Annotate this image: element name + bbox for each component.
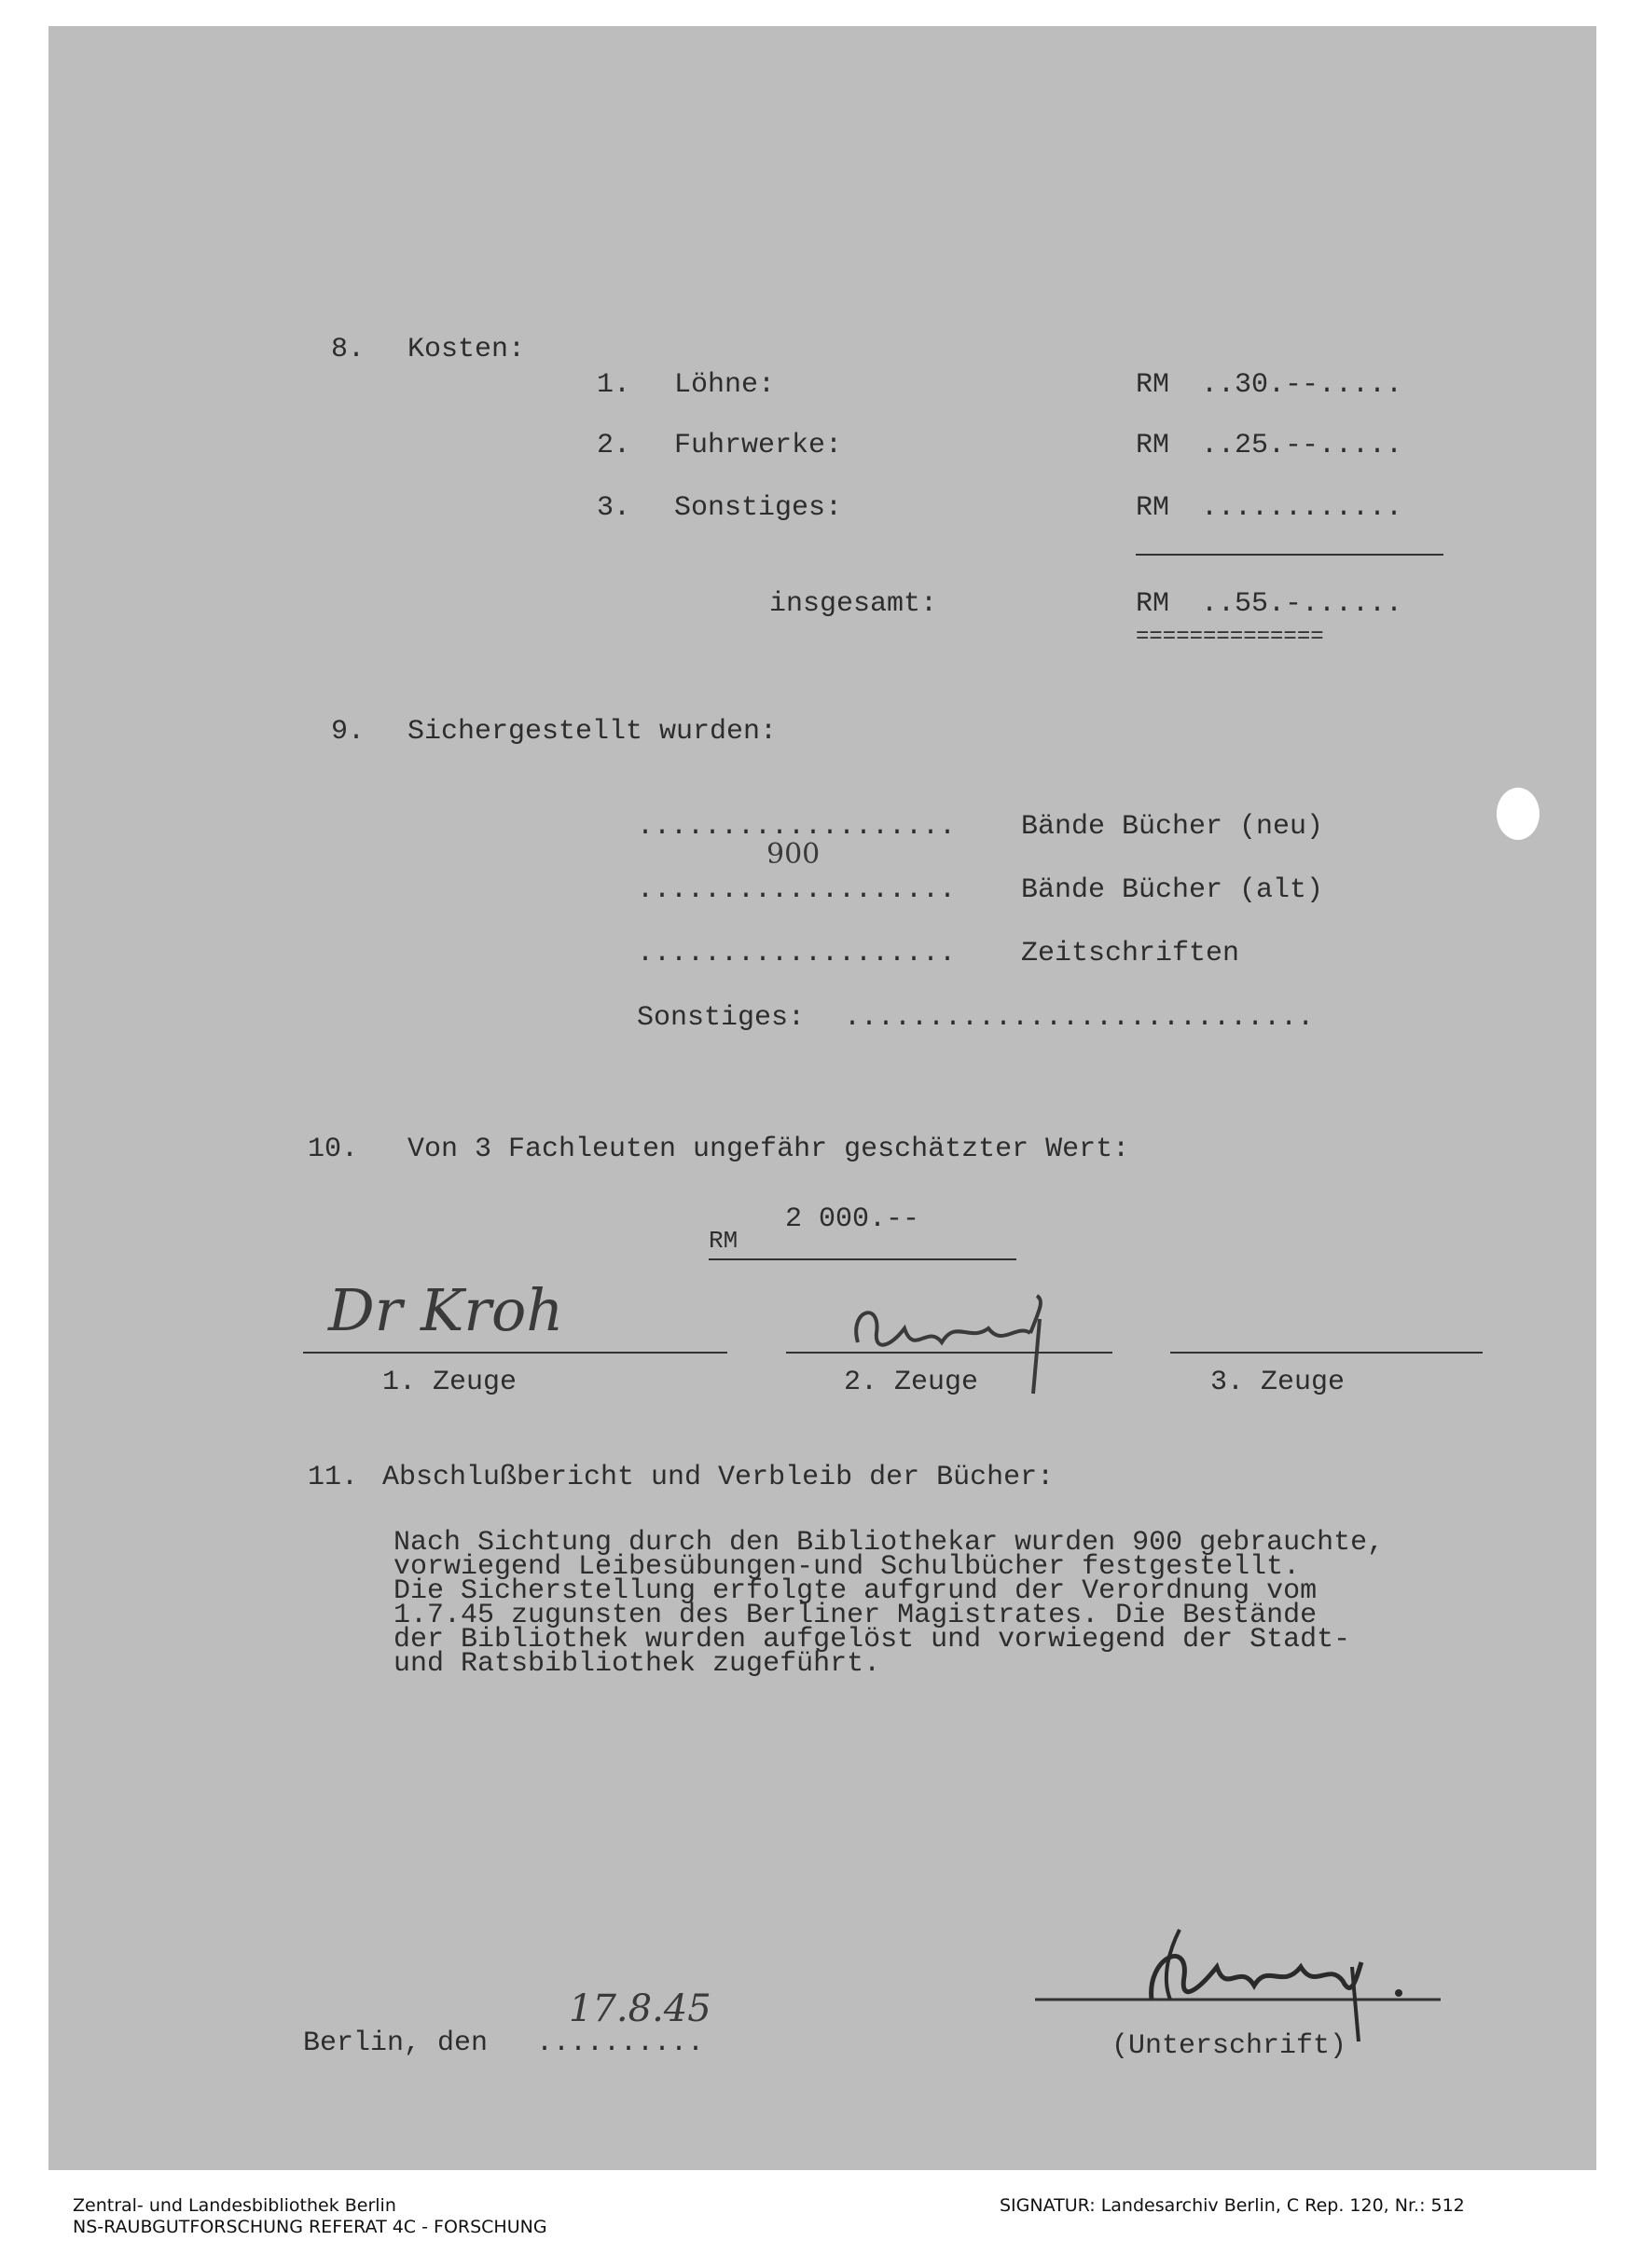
section-11-number: 11.	[308, 1462, 359, 1493]
report-line: Nach Sichtung durch den Bibliothekar wurden 900 gebrauchte,	[393, 1527, 1385, 1559]
secured-other-dots: ............................	[844, 1002, 1315, 1034]
witness-1-line	[303, 1352, 727, 1354]
place-date-label: Berlin, den	[303, 2027, 489, 2059]
punch-hole	[1497, 788, 1539, 840]
report-line: und Ratsbibliothek zugeführt.	[393, 1648, 881, 1680]
section-9-number: 9.	[331, 716, 366, 748]
total-label: insgesamt:	[769, 588, 938, 620]
section-9-heading: Sichergestellt wurden:	[407, 716, 778, 748]
witness-3-label: 3. Zeuge	[1210, 1367, 1346, 1398]
cost-item-number: 1.	[597, 369, 631, 401]
report-line: 1.7.45 zugunsten des Berliner Magistrates. Die Bestände	[393, 1600, 1318, 1631]
cost-item-label: Löhne:	[674, 369, 776, 401]
witness-3-line	[1170, 1352, 1483, 1354]
handwritten-count: 900	[766, 838, 821, 871]
secured-row-dots: ...................	[637, 938, 957, 969]
secured-row-dots: ...................	[637, 874, 957, 906]
cost-item-currency: RM	[1136, 492, 1170, 524]
date-dots: ..........	[536, 2027, 705, 2059]
footer-library: Zentral- und Landesbibliothek Berlin	[73, 2195, 396, 2216]
section-8-number: 8.	[331, 334, 366, 365]
signature-label: (Unterschrift)	[1111, 2030, 1347, 2062]
secured-row-label: Bände Bücher (alt)	[1021, 874, 1324, 906]
cost-item-amount: ..30.--.....	[1201, 369, 1403, 401]
cost-item-label: Sonstiges:	[674, 492, 843, 524]
secured-row-dots: ...................	[637, 811, 957, 843]
section-10-number: 10.	[308, 1134, 359, 1165]
secured-row-label: Zeitschriften	[1021, 938, 1240, 969]
secured-other-label: Sonstiges:	[637, 1002, 806, 1034]
handwritten-date: 17.8.45	[569, 1987, 711, 2030]
section-8-heading: Kosten:	[407, 334, 526, 365]
subtotal-rule	[1136, 554, 1443, 556]
witness-2-label: 2. Zeuge	[844, 1367, 979, 1398]
cost-item-label: Fuhrwerke:	[674, 430, 843, 461]
secured-row-label: Bände Bücher (neu)	[1021, 811, 1324, 843]
value-currency: RM	[709, 1227, 739, 1255]
cost-item-number: 2.	[597, 430, 631, 461]
report-line: der Bibliothek wurden aufgelöst und vorwiegend der Stadt-	[393, 1624, 1351, 1656]
total-currency: RM	[1136, 588, 1170, 620]
cost-item-currency: RM	[1136, 369, 1170, 401]
witness-2-line	[786, 1352, 1112, 1354]
witness-1-signature: Dr Kroh	[328, 1276, 564, 1344]
footer-signatur: SIGNATUR: Landesarchiv Berlin, C Rep. 120, Nr.: 512	[1000, 2195, 1465, 2216]
section-10-heading: Von 3 Fachleuten ungefähr geschätzter Wert:	[407, 1134, 1130, 1165]
footer-department: NS-RAUBGUTFORSCHUNG REFERAT 4C - FORSCHUNG	[73, 2217, 547, 2237]
witness-1-label: 1. Zeuge	[382, 1367, 518, 1398]
value-amount: 2 000.--	[785, 1203, 920, 1235]
document-page	[48, 26, 1596, 2170]
cost-item-amount: ............	[1201, 492, 1403, 524]
cost-item-number: 3.	[597, 492, 631, 524]
value-rule	[709, 1258, 1016, 1260]
report-line: vorwiegend Leibesübungen-und Schulbücher festgestellt.	[393, 1551, 1301, 1583]
total-double-rule: ==============	[1136, 625, 1324, 650]
total-amount: ..55.-......	[1201, 588, 1403, 620]
report-line: Die Sicherstellung erfolgte aufgrund der Verordnung vom	[393, 1575, 1318, 1607]
cost-item-amount: ..25.--.....	[1201, 430, 1403, 461]
section-11-heading: Abschlußbericht und Verbleib der Bücher:	[382, 1462, 1055, 1493]
cost-item-currency: RM	[1136, 430, 1170, 461]
